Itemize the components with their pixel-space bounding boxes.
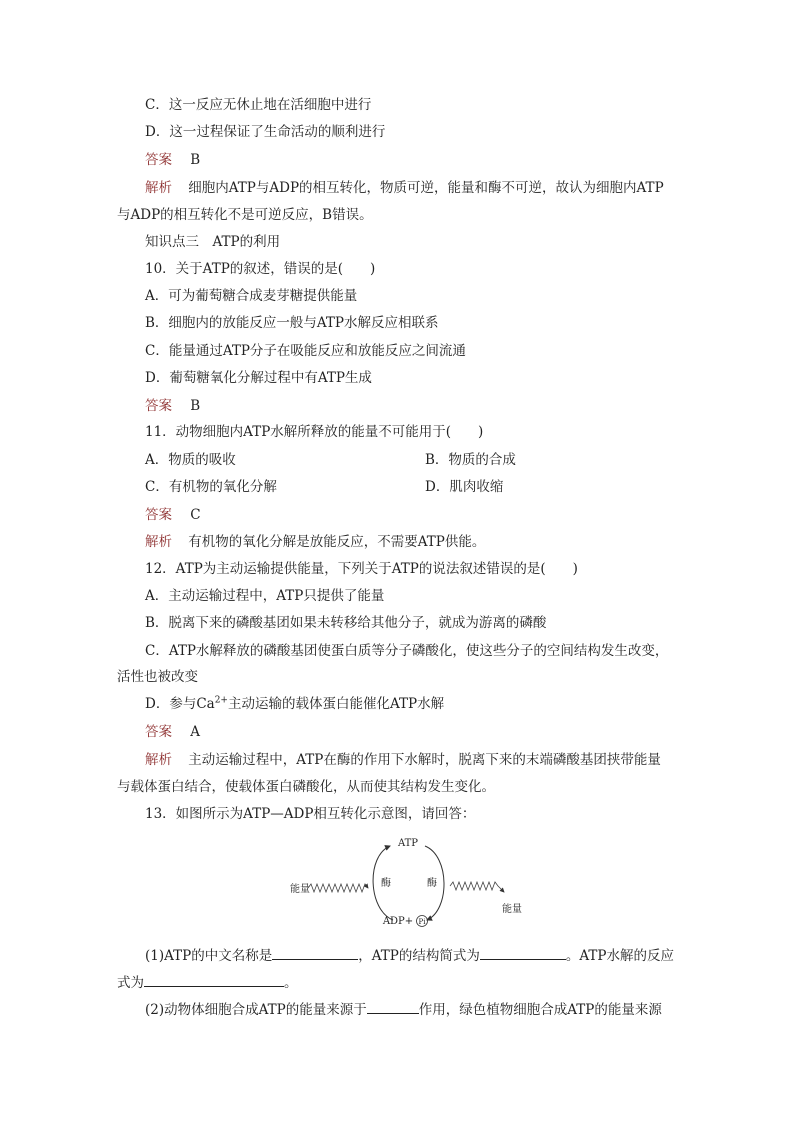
solution-text: 细胞内ATP与ADP的相互转化，物质可逆，能量和酶不可逆，故认为细胞内ATP — [188, 180, 664, 196]
q12-option-d — [145, 694, 444, 714]
q12-stem: 12．ATP为主动运输提供能量，下列关于ATP的说法叙述错误的是( ) — [145, 561, 578, 577]
answer-label: 答案 — [145, 398, 172, 414]
answer-value: C — [190, 507, 201, 523]
question-text: (1)ATP的中文名称是 — [145, 948, 273, 964]
question-text: 式为 — [117, 975, 144, 991]
question-text: (2)动物体细胞合成ATP的能量来源于 — [145, 1002, 367, 1018]
pi-label: Pi — [418, 918, 426, 926]
q11-option-d: D．肌肉收缩 — [425, 479, 504, 495]
q10-option-d: D．葡萄糖氧化分解过程中有ATP生成 — [145, 370, 372, 386]
q10-stem: 10．关于ATP的叙述，错误的是( ) — [145, 261, 376, 277]
answer-blank[interactable] — [480, 945, 566, 960]
answer-blank[interactable] — [272, 945, 358, 960]
question-text: ，ATP的结构简式为 — [358, 948, 480, 964]
answer-value: B — [190, 152, 201, 168]
q11-option-c: C．有机物的氧化分解 — [145, 479, 277, 495]
q12-option-b: B．脱离下来的磷酸基团如果未转移给其他分子，就成为游离的磷酸 — [145, 615, 547, 631]
question-text: 作用，绿色植物细胞合成ATP的能量来源 — [418, 1002, 662, 1018]
option-text: 主动运输的载体蛋白能催化ATP水解 — [227, 696, 445, 712]
solution-label: 解析 — [145, 180, 172, 196]
section-heading: 知识点三 ATP的利用 — [145, 234, 281, 250]
q10-option-c: C．能量通过ATP分子在吸能反应和放能反应之间流通 — [145, 343, 466, 359]
answer-blank[interactable] — [144, 972, 284, 987]
q10-option-a: A．可为葡萄糖合成麦芽糖提供能量 — [145, 288, 358, 304]
answer-label: 答案 — [145, 152, 172, 168]
q12-solution-line2: 与载体蛋白结合，使载体蛋白磷酸化，从而使其结构发生变化。 — [117, 779, 495, 795]
q13-stem: 13．如图所示为ATP—ADP相互转化示意图，请回答： — [145, 806, 476, 822]
q11-answer — [145, 505, 201, 525]
q9-option-c: C．这一反应无休止地在活细胞中进行 — [145, 97, 372, 113]
q13-sub2-line1 — [145, 999, 662, 1020]
energy-input-wave — [308, 884, 368, 892]
q10-option-b: B．细胞内的放能反应一般与ATP水解反应相联系 — [145, 315, 439, 331]
question-text: 。ATP水解的反应 — [565, 948, 674, 964]
q12-answer — [145, 722, 200, 742]
q9-solution-line2: 与ADP的相互转化不是可逆反应，B错误。 — [117, 207, 373, 223]
energy-right-label: 能量 — [502, 904, 522, 915]
answer-value: A — [190, 724, 201, 740]
solution-text: 主动运输过程中，ATP在酶的作用下水解时，脱离下来的末端磷酸基团挟带能量 — [188, 752, 661, 768]
q11-option-b: B．物质的合成 — [425, 452, 516, 468]
q11-option-a: A．物质的吸收 — [145, 452, 236, 468]
energy-left-label: 能量 — [290, 884, 310, 895]
superscript: 2+ — [214, 695, 228, 706]
q12-option-a: A．主动运输过程中，ATP只提供了能量 — [145, 588, 385, 604]
q11-stem: 11．动物细胞内ATP水解所释放的能量不可能用于( ) — [145, 424, 484, 440]
q11-solution — [145, 532, 485, 552]
energy-output-wave — [450, 882, 504, 892]
q13-sub1-line2 — [117, 972, 298, 993]
option-text: D．参与Ca — [145, 696, 215, 712]
atp-adp-cycle-diagram — [280, 828, 530, 938]
enzyme-left-label: 酶 — [381, 878, 391, 889]
q12-solution-line1 — [145, 750, 661, 770]
q12-option-c-line1: C．ATP水解释放的磷酸基团使蛋白质等分子磷酸化，使这些分子的空间结构发生改变， — [145, 643, 669, 659]
q9-answer — [145, 150, 200, 170]
enzyme-right-label: 酶 — [427, 878, 437, 889]
answer-label: 答案 — [145, 507, 172, 523]
solution-label: 解析 — [145, 534, 172, 550]
answer-value: B — [190, 398, 201, 414]
adp-label: ADP+ — [382, 916, 414, 927]
question-text: 。 — [284, 975, 298, 991]
answer-blank[interactable] — [367, 999, 419, 1014]
solution-text: 有机物的氧化分解是放能反应，不需要ATP供能。 — [188, 534, 486, 550]
q9-option-d: D．这一过程保证了生命活动的顺利进行 — [145, 124, 386, 140]
atp-label: ATP — [397, 838, 419, 849]
q10-answer — [145, 396, 200, 416]
q13-sub1-line1 — [145, 945, 674, 966]
answer-label: 答案 — [145, 724, 172, 740]
q12-option-c-line2: 活性也被改变 — [117, 669, 198, 685]
q9-solution-line1 — [145, 178, 664, 198]
solution-label: 解析 — [145, 752, 172, 768]
